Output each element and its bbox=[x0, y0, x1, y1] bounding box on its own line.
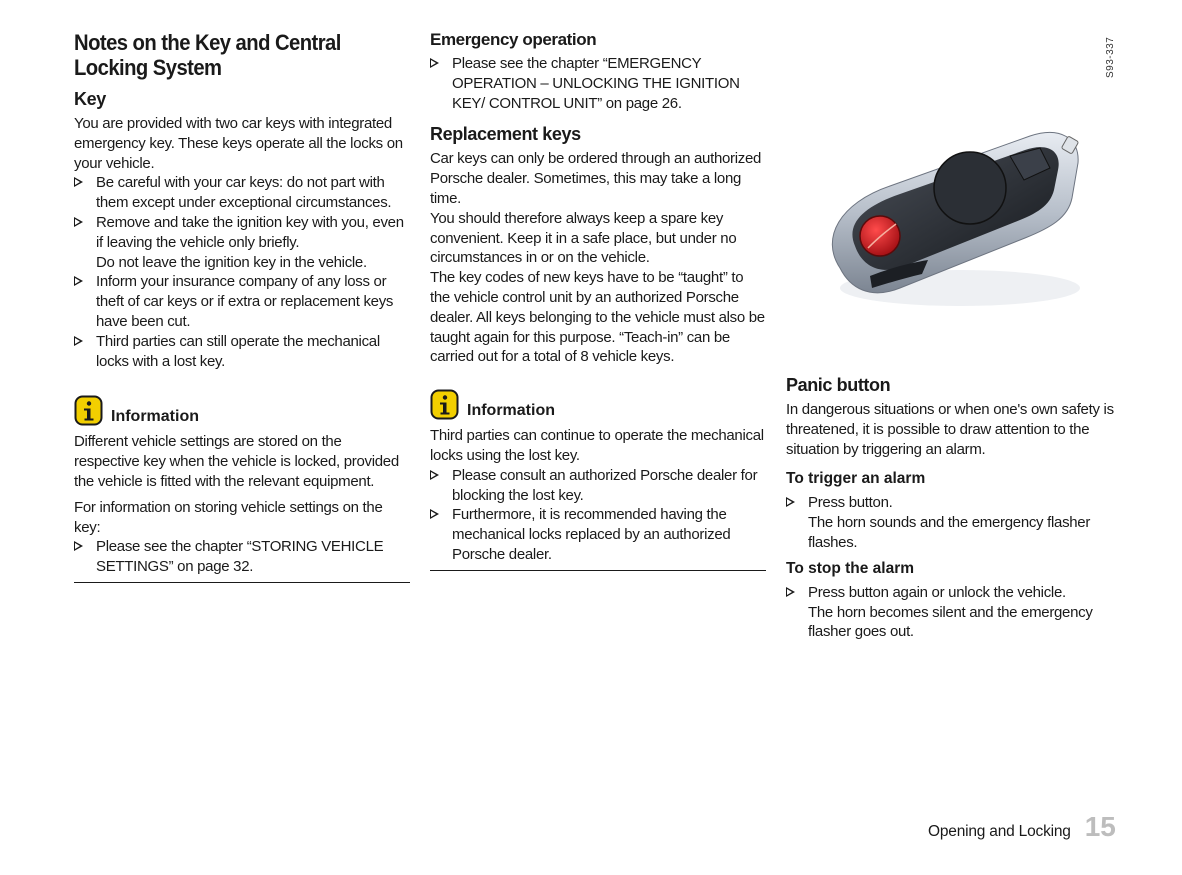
bullet-item: Furthermore, it is recommended having the mechanical locks replaced by an authorized Porsche dealer. bbox=[430, 505, 766, 564]
bullet-triangle-icon bbox=[74, 217, 83, 227]
emergency-heading: Emergency operation bbox=[430, 30, 597, 49]
info-paragraph: Different vehicle settings are stored on the respective key when the vehicle is locked, provided the vehicle is fitted with the relevant equipment. bbox=[74, 433, 399, 490]
info-paragraph: For information on storing vehicle settings on the key: bbox=[74, 498, 383, 536]
information-title: Information bbox=[111, 408, 199, 426]
bullet-triangle-icon bbox=[430, 58, 439, 68]
replacement-paragraph: You should therefore always keep a spare key convenient. Keep it in a safe place, but under no circumstances in or on the vehicle. bbox=[430, 209, 737, 267]
bullet-item: Please see the chapter “EMERGENCY OPERATION – UNLOCKING THE IGNITION KEY/ CONTROL UNIT” on page 26. bbox=[430, 54, 766, 113]
panic-paragraph: In dangerous situations or when one's own safety is threatened, it is possible to draw attention to the situation by triggering an alarm. bbox=[786, 401, 1114, 458]
key-heading: Key bbox=[74, 89, 106, 109]
bullet-triangle-icon bbox=[74, 336, 83, 346]
bullet-triangle-icon bbox=[74, 276, 83, 286]
section-divider bbox=[74, 582, 410, 583]
bullet-item: Remove and take the ignition key with you, even if leaving the vehicle only briefly. Do not leave the ignition key in the vehicle. bbox=[74, 213, 410, 272]
information-icon bbox=[430, 389, 459, 420]
bullet-item: Third parties can still operate the mechanical locks with a lost key. bbox=[74, 332, 410, 372]
replacement-heading: Replacement keys bbox=[430, 124, 581, 145]
trigger-heading: To trigger an alarm bbox=[786, 470, 926, 488]
bullet-triangle-icon bbox=[430, 470, 439, 480]
bullet-triangle-icon bbox=[74, 541, 83, 551]
bullet-item: Inform your insurance company of any loss or theft of car keys or if extra or replacement keys have been cut. bbox=[74, 272, 410, 331]
bullet-item: Be careful with your car keys: do not part with them except under exceptional circumstances. bbox=[74, 173, 410, 213]
key-intro: You are provided with two car keys with integrated emergency key. These keys operate all the locks on your vehicle. bbox=[74, 115, 403, 172]
panic-heading: Panic button bbox=[786, 375, 891, 395]
information-title: Information bbox=[467, 402, 555, 420]
bullet-triangle-icon bbox=[786, 587, 795, 597]
information-header bbox=[74, 395, 410, 426]
bullet-item: Press button again or unlock the vehicle. The horn becomes silent and the emergency flasher goes out. bbox=[786, 583, 1126, 642]
bullet-item: Press button. The horn sounds and the emergency flasher flashes. bbox=[786, 493, 1126, 552]
figure-code: S93-337 bbox=[1105, 36, 1116, 78]
column-left bbox=[74, 30, 410, 583]
section-divider bbox=[430, 570, 766, 571]
bullet-triangle-icon bbox=[786, 497, 795, 507]
stop-heading: To stop the alarm bbox=[786, 559, 915, 577]
information-icon bbox=[74, 395, 103, 426]
info-paragraph: Third parties can continue to operate the mechanical locks using the lost key. bbox=[430, 427, 764, 464]
page-footer bbox=[928, 811, 1116, 843]
bullet-triangle-icon bbox=[74, 177, 83, 187]
bullet-item: Please consult an authorized Porsche dealer for blocking the lost key. bbox=[430, 466, 766, 506]
footer-section-title: Opening and Locking bbox=[928, 823, 1071, 840]
bullet-triangle-icon bbox=[430, 509, 439, 519]
car-key-illustration bbox=[810, 118, 1100, 318]
column-middle bbox=[430, 30, 766, 571]
information-header bbox=[430, 389, 766, 420]
column-right bbox=[786, 374, 1126, 642]
page-title: Notes on the Key and Central Locking System bbox=[74, 30, 341, 80]
page-number: 15 bbox=[1084, 811, 1116, 842]
bullet-item: Please see the chapter “STORING VEHICLE SETTINGS” on page 32. bbox=[74, 537, 410, 577]
replacement-paragraph: The key codes of new keys have to be “taught” to the vehicle control unit by an authorized Porsche dealer. All keys belonging to the vehicle must also be taught again for this purpose. “Teach-in” can be carried out for a total of 8 vehicle keys. bbox=[430, 269, 765, 366]
replacement-paragraph: Car keys can only be ordered through an authorized Porsche dealer. Sometimes, this may take a long time. bbox=[430, 150, 762, 207]
